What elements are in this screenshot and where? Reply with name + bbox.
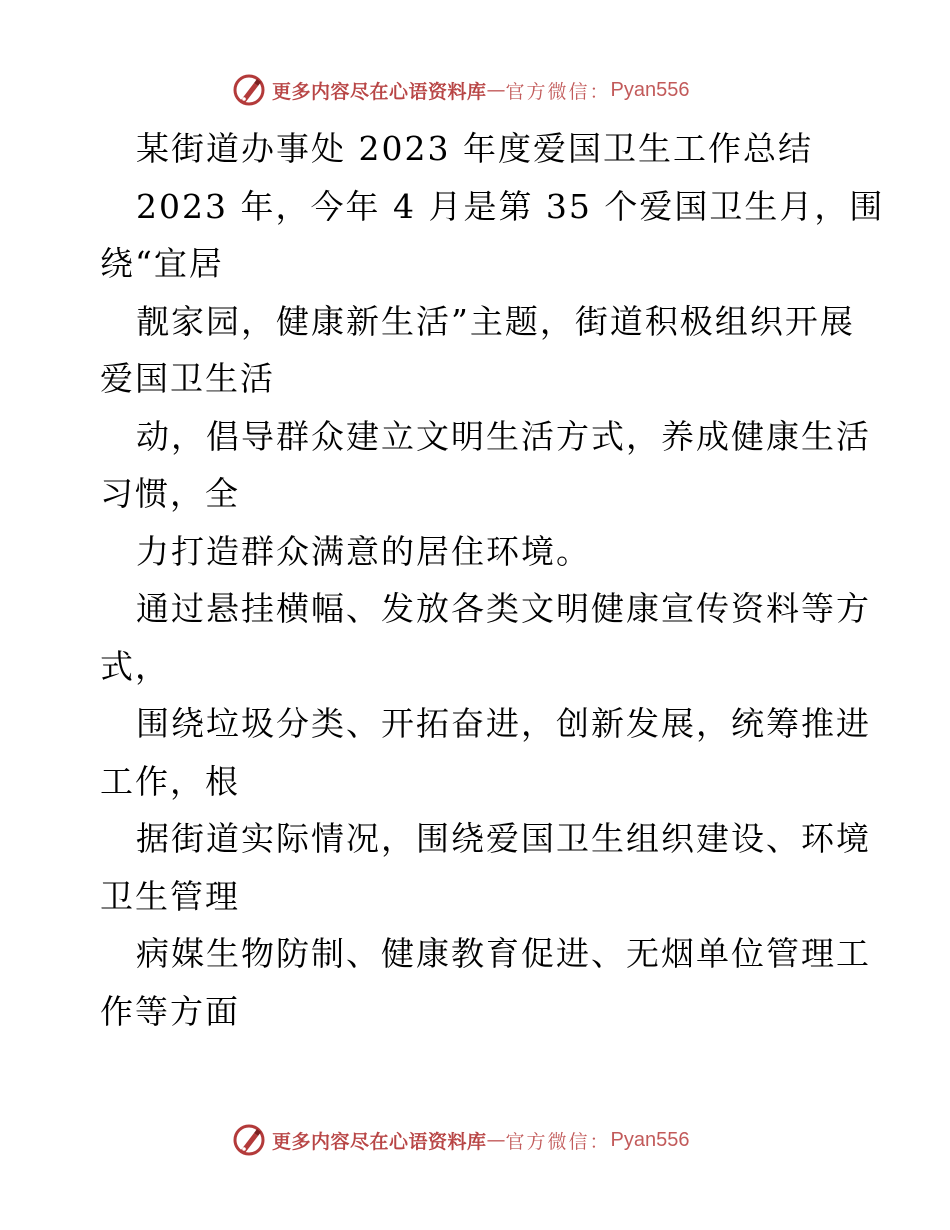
- text-line: 绕“宜居: [100, 244, 224, 283]
- text-line: 作等方面: [100, 991, 240, 1031]
- watermark-wechat-id: Pyan556: [610, 78, 690, 101]
- text-line: 通过悬挂横幅、发放各类文明健康宣传资料等方: [136, 589, 871, 628]
- text-line: 爱国卫生活: [100, 359, 275, 398]
- pen-logo-icon: [232, 1123, 266, 1157]
- watermark-dash: —: [486, 79, 506, 101]
- watermark-text: 更多内容尽在心语资料库: [272, 1130, 487, 1153]
- watermark-wechat-id: Pyan556: [610, 1128, 690, 1151]
- watermark-wechat-label: 官方微信：: [505, 1130, 611, 1153]
- watermark-wechat-label: 官方微信：: [505, 80, 611, 103]
- text-line: 习惯，全: [100, 474, 240, 513]
- text-line: 工作，根: [100, 761, 240, 801]
- text-line: 2023 年，今年 4 月是第 35 个爱国卫生月，围: [136, 186, 885, 226]
- document-title: 某街道办事处 2023 年度爱国卫生工作总结: [136, 129, 813, 168]
- document-body: [100, 120, 885, 1040]
- watermark-dash: —: [486, 1129, 506, 1151]
- text-line: 力打造群众满意的居住环境。: [136, 531, 591, 571]
- text-line: 靓家园，健康新生活”主题，街道积极组织开展: [136, 301, 855, 341]
- text-line: 卫生管理: [100, 876, 240, 916]
- watermark-text: 更多内容尽在心语资料库: [272, 80, 487, 103]
- pen-logo-icon: [232, 73, 266, 107]
- text-line: 病媒生物防制、健康教育促进、无烟单位管理工: [136, 934, 871, 973]
- text-line: 据街道实际情况，围绕爱国卫生组织建设、环境: [136, 819, 871, 858]
- header-watermark: [232, 70, 690, 110]
- footer-watermark: [232, 1120, 690, 1160]
- text-line: 动，倡导群众建立文明生活方式，养成健康生活: [136, 416, 871, 456]
- text-line: 式，: [100, 646, 170, 686]
- text-line: 围绕垃圾分类、开拓奋进，创新发展，统筹推进: [136, 704, 871, 743]
